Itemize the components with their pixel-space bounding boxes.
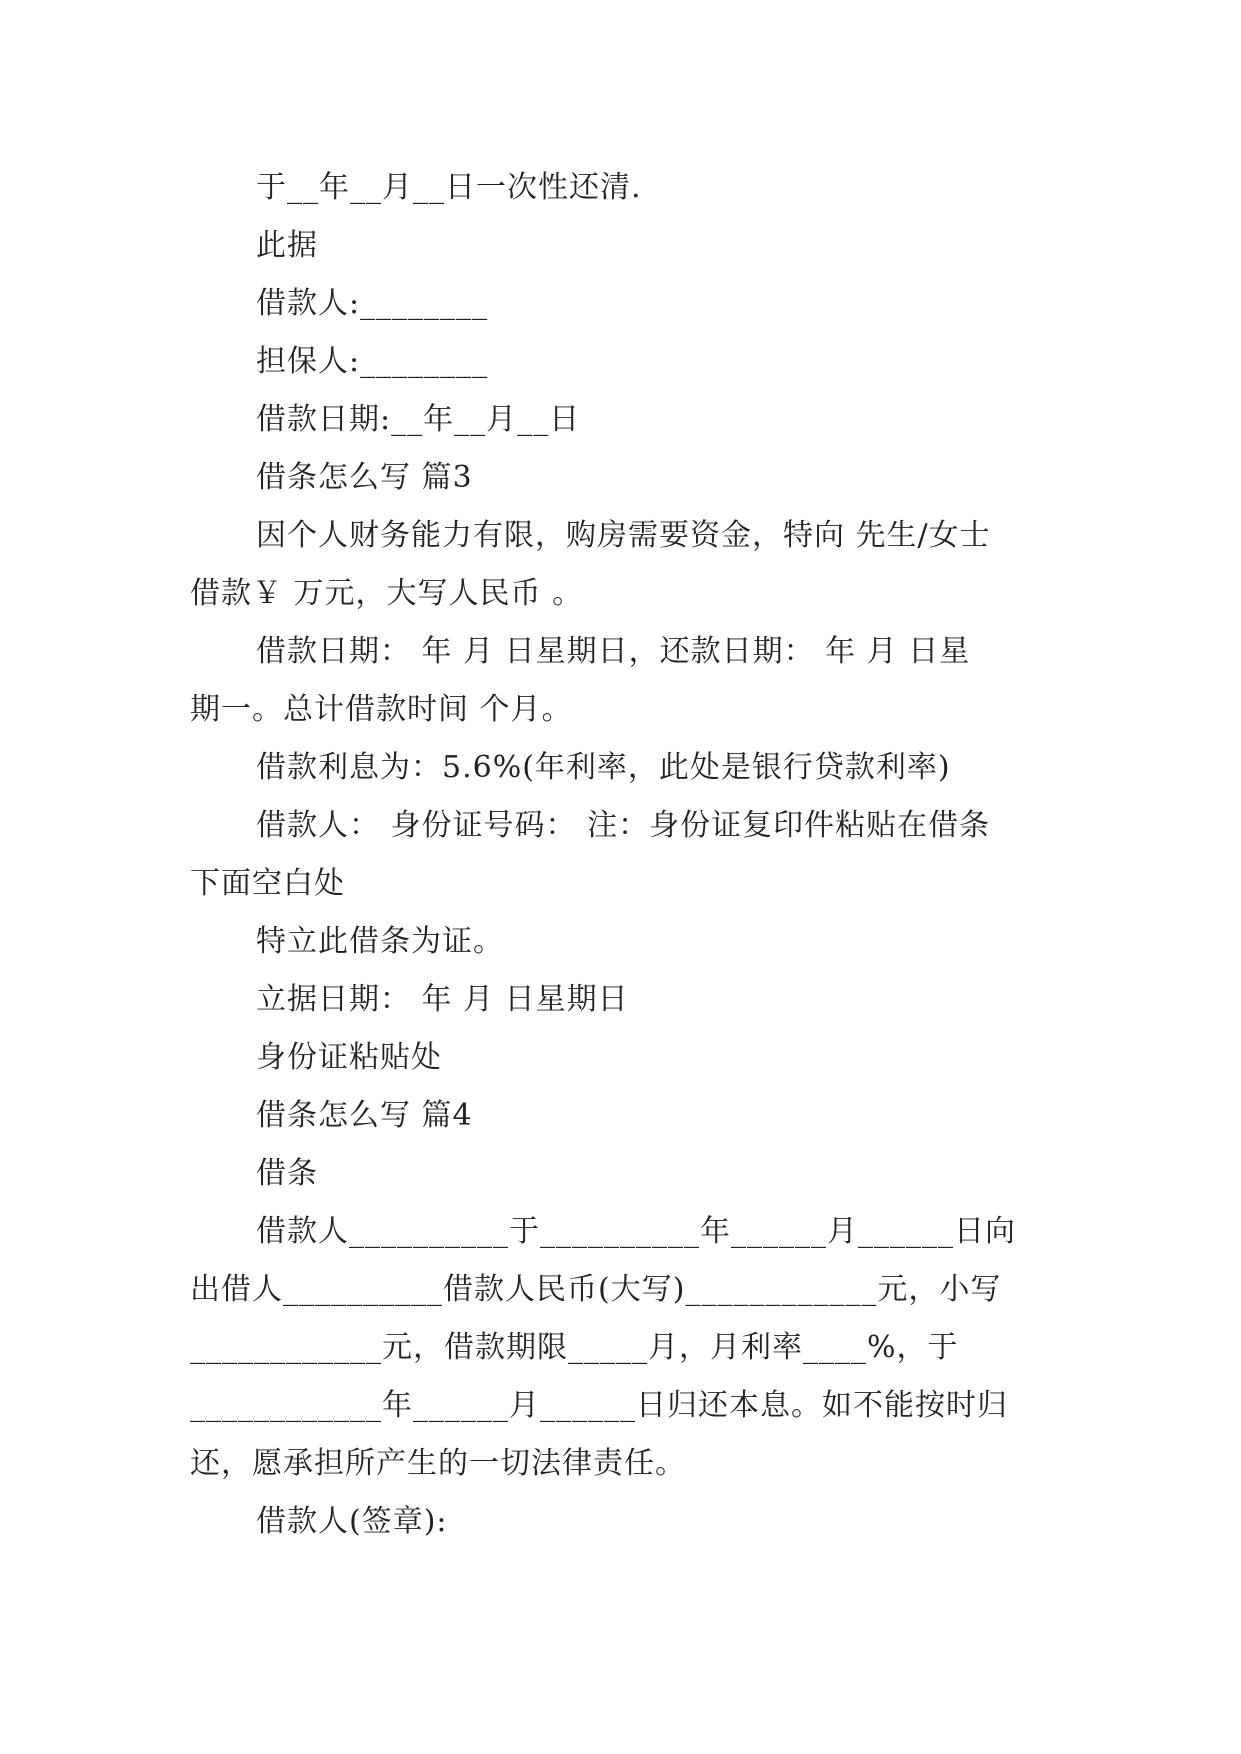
paragraph-line: 身份证粘贴处 <box>256 1040 442 1075</box>
borrower-line: 借款人:________ <box>256 286 489 321</box>
paragraph-line: 还，愿承担所产生的一切法律责任。 <box>190 1446 686 1481</box>
paragraph-line: 特立此借条为证。 <box>256 924 504 959</box>
loan-date-line: 借款日期:__年__月__日 <box>256 402 581 437</box>
cizhi-line: 此据 <box>256 228 318 263</box>
paragraph-line: 借款日期： 年 月 日星期日，还款日期： 年 月 日星 <box>256 634 971 669</box>
paragraph-line: 因个人财务能力有限，购房需要资金，特向 先生/女士 <box>256 518 991 553</box>
paragraph-line: ____________元，借款期限_____月，月利率____%，于 <box>190 1330 959 1365</box>
section-heading-4: 借条怎么写 篇4 <box>256 1098 473 1133</box>
signature-line: 借款人(签章): <box>256 1504 448 1539</box>
paragraph-line: 下面空白处 <box>190 866 345 901</box>
paragraph-line: 出借人__________借款人民币(大写)____________元，小写 <box>190 1272 1002 1307</box>
paragraph-line: 期一。总计借款时间 个月。 <box>190 692 573 727</box>
paragraph-line: 借款人__________于__________年______月______日向 <box>256 1214 1016 1249</box>
paragraph-line: 立据日期： 年 月 日星期日 <box>256 982 629 1017</box>
paragraph-line: 借款人： 身份证号码： 注：身份证复印件粘贴在借条 <box>256 808 991 843</box>
iou-title: 借条 <box>256 1156 318 1191</box>
guarantor-line: 担保人:________ <box>256 344 489 379</box>
repay-date-line: 于__年__月__日一次性还清. <box>256 170 642 205</box>
paragraph-line: ____________年______月______日归还本息。如不能按时归 <box>190 1388 1008 1423</box>
paragraph-line: 借款利息为：5.6%(年利率，此处是银行贷款利率) <box>256 750 951 785</box>
paragraph-line: 借款￥ 万元，大写人民币 。 <box>190 576 584 611</box>
section-heading-3: 借条怎么写 篇3 <box>256 460 473 495</box>
